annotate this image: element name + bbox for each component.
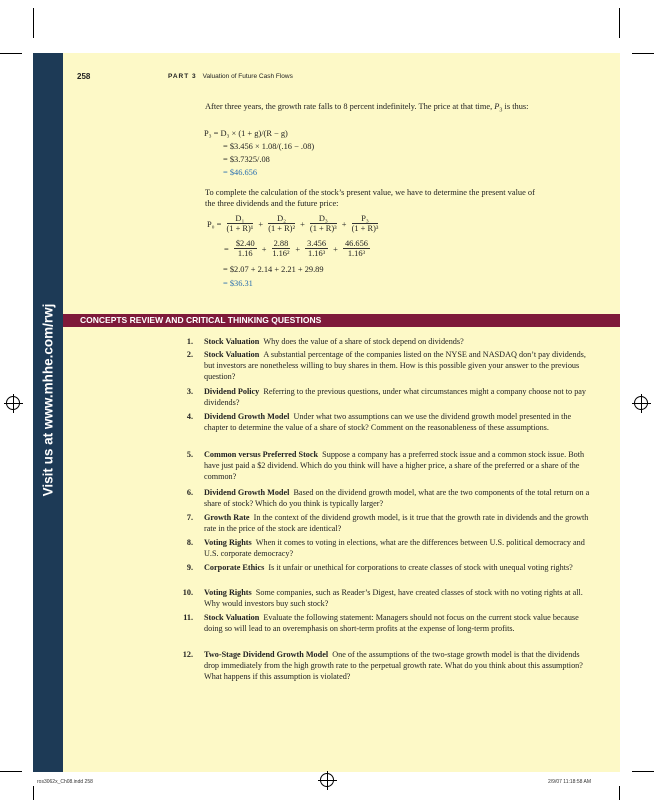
- question-text: Why does the value of a share of stock depend on dividends?: [263, 337, 464, 346]
- numerator: 2.88: [273, 239, 289, 248]
- equation-line: = $3.456 × 1.08/(.16 − .08): [223, 142, 315, 151]
- question-heading: Dividend Growth Model: [204, 488, 290, 497]
- question-number: 9.: [186, 563, 193, 572]
- question-text: Under what two assumptions can we use the dividend growth model presented in the chapter to determine the value of a share of stock? Comment on the reasonableness of these assumptions.: [204, 412, 572, 432]
- fraction: [268, 214, 295, 234]
- question-number: 5.: [186, 450, 193, 459]
- question-number: 10.: [182, 588, 193, 597]
- question-number: 4.: [186, 412, 193, 421]
- question-body: [204, 537, 596, 559]
- question-text: Referring to the previous questions, under what circumstances might a company choose not to pay dividends?: [204, 387, 587, 407]
- question-body: [204, 512, 596, 534]
- question-item: [176, 487, 596, 509]
- page-number: 258: [77, 72, 91, 81]
- denominator: (1 + R)³: [309, 224, 337, 233]
- question-heading: Growth Rate: [204, 513, 250, 522]
- question-item: [176, 411, 596, 433]
- plus-sign: +: [300, 219, 305, 229]
- equation-result: = $46.656: [223, 168, 258, 177]
- fraction: [310, 214, 337, 234]
- numerator: P₃: [352, 214, 379, 224]
- numerator: 46.656: [344, 239, 368, 248]
- part-title: Valuation of Future Cash Flows: [202, 73, 293, 80]
- registration-mark-icon: [320, 773, 334, 787]
- question-item: [176, 349, 596, 382]
- price-subscript: 3: [499, 107, 503, 114]
- numerator: D₁: [227, 214, 254, 224]
- fraction: [272, 239, 291, 259]
- intro-text: After three years, the growth rate falls to 8 percent indefinitely. The price at that time,: [205, 102, 493, 111]
- question-text: A substantial percentage of the companies listed on the NYSE and NASDAQ don’t pay dividends, but investors are nonetheless willing to buy shares in them. How is this possible given your answer to the previous question?: [204, 350, 586, 381]
- question-item: [176, 587, 596, 609]
- question-heading: Dividend Growth Model: [204, 412, 290, 421]
- crop-mark: [33, 8, 34, 38]
- question-item: [176, 449, 596, 482]
- numerator: D₃: [310, 214, 337, 224]
- question-body: [204, 612, 596, 634]
- fraction: [352, 214, 379, 234]
- question-heading: Stock Valuation: [204, 337, 260, 346]
- equals-sign: =: [224, 244, 229, 254]
- numerator: 3.456: [307, 239, 327, 248]
- question-item: [176, 512, 596, 534]
- question-text: One of the assumptions of the two-stage growth model is that the dividends drop immediately from the high growth rate to the perpetual growth rate. What do you think about this assumption? What happens if this assumption is violated?: [204, 650, 583, 681]
- question-item: [176, 562, 596, 573]
- question-text: When it comes to voting in elections, what are the differences between U.S. political democracy and U.S. corporate democracy?: [204, 538, 585, 558]
- question-heading: Stock Valuation: [204, 350, 260, 359]
- question-item: [176, 336, 596, 347]
- equation-line: = $2.07 + 2.14 + 2.21 + 29.89: [223, 265, 324, 274]
- pv-label: P₀ =: [207, 219, 222, 229]
- running-header: [168, 73, 293, 80]
- denominator: 1.16²: [272, 249, 290, 258]
- question-text: Evaluate the following statement: Managers should not focus on the current stock value because doing so will lead to an overemphasis on short-term profits at the expense of long-term profits.: [204, 613, 579, 633]
- question-text: Some companies, such as Reader’s Digest, have created classes of stock with no voting rights at all. Why would investors buy such stock?: [204, 588, 583, 608]
- question-item: [176, 649, 596, 682]
- intro-paragraph: [205, 101, 545, 117]
- question-item: [176, 612, 596, 634]
- question-text: Based on the dividend growth model, what are the two components of the total return on a share of stock? Which do you think is typically larger?: [204, 488, 590, 508]
- question-body: [204, 587, 596, 609]
- equation-line: P₃ = D₃ × (1 + g)/(R − g): [204, 129, 288, 138]
- complete-paragraph: To complete the calculation of the stock’s present value, we have to determine the present value of the three dividends and the future price:: [205, 188, 535, 208]
- price-variable: P: [494, 102, 500, 111]
- question-heading: Two-Stage Dividend Growth Model: [204, 650, 329, 659]
- question-heading: Voting Rights: [204, 588, 252, 597]
- plus-sign: +: [295, 244, 301, 254]
- numerator: D₂: [268, 214, 295, 224]
- question-body: [204, 386, 596, 408]
- question-body: [204, 649, 596, 682]
- crop-mark: [632, 53, 654, 54]
- crop-mark: [0, 53, 22, 54]
- crop-mark: [0, 771, 22, 772]
- question-heading: Voting Rights: [204, 538, 252, 547]
- denominator: 1.16: [237, 249, 253, 258]
- question-body: [204, 336, 596, 347]
- plus-sign: +: [261, 244, 267, 254]
- spine-url: Visit us at www.mhhe.com/rwj: [40, 303, 56, 497]
- question-body: [204, 562, 596, 573]
- crop-mark: [632, 771, 654, 772]
- equation-result: = $36.31: [223, 279, 253, 288]
- question-number: 6.: [186, 488, 193, 497]
- question-body: [204, 349, 596, 382]
- fraction: [234, 239, 257, 259]
- question-text: In the context of the dividend growth model, is it true that the growth rate in dividends and the growth rate in the price of the stock are identical?: [204, 513, 589, 533]
- question-text: Suppose a company has a preferred stock issue and a common stock issue. Both have just paid a $2 dividend. Which do you think will have a higher price, a share of the preferred or a share of the common?: [204, 450, 585, 481]
- question-number: 8.: [186, 538, 193, 547]
- question-text: Is it unfair or unethical for corporations to create classes of stock with unequal voting rights?: [268, 563, 573, 572]
- pv-formula: [205, 214, 379, 234]
- registration-mark-icon: [634, 396, 648, 410]
- denominator: (1 + R)³: [351, 224, 379, 233]
- question-number: 7.: [186, 513, 193, 522]
- plus-sign: +: [258, 219, 264, 229]
- registration-mark-icon: [6, 396, 20, 410]
- question-body: [204, 487, 596, 509]
- timestamp-slug: 2/9/07 11:18:58 AM: [548, 779, 591, 785]
- fraction: [227, 214, 254, 234]
- plus-sign: +: [341, 219, 347, 229]
- crop-mark: [619, 786, 620, 800]
- section-banner: CONCEPTS REVIEW AND CRITICAL THINKING QUESTIONS: [63, 314, 620, 327]
- question-item: [176, 386, 596, 408]
- question-heading: Stock Valuation: [204, 613, 260, 622]
- denominator: (1 + R)¹: [226, 224, 254, 233]
- question-body: [204, 411, 596, 433]
- pv-numeric-formula: [222, 239, 371, 259]
- denominator: 1.16³: [308, 249, 326, 258]
- question-number: 3.: [186, 387, 193, 396]
- crop-mark: [33, 786, 34, 800]
- file-slug: ros3062x_Ch08.indd 258: [37, 779, 93, 785]
- fraction: [343, 239, 370, 259]
- fraction: [305, 239, 328, 259]
- question-number: 12.: [182, 650, 193, 659]
- question-heading: Common versus Preferred Stock: [204, 450, 319, 459]
- question-item: [176, 537, 596, 559]
- question-number: 1.: [186, 337, 193, 346]
- part-label: PART 3: [168, 73, 197, 80]
- equation-line: = $3.7325/.08: [223, 155, 270, 164]
- question-body: [204, 449, 596, 482]
- plus-sign: +: [333, 244, 338, 254]
- question-heading: Corporate Ethics: [204, 563, 265, 572]
- denominator: 1.16³: [347, 249, 366, 258]
- question-heading: Dividend Policy: [204, 387, 260, 396]
- question-number: 2.: [186, 350, 193, 359]
- crop-mark: [619, 8, 620, 38]
- denominator: (1 + R)²: [268, 224, 295, 233]
- numerator: $2.40: [235, 239, 255, 248]
- question-number: 11.: [183, 613, 193, 622]
- intro-text-end: is thus:: [504, 102, 529, 111]
